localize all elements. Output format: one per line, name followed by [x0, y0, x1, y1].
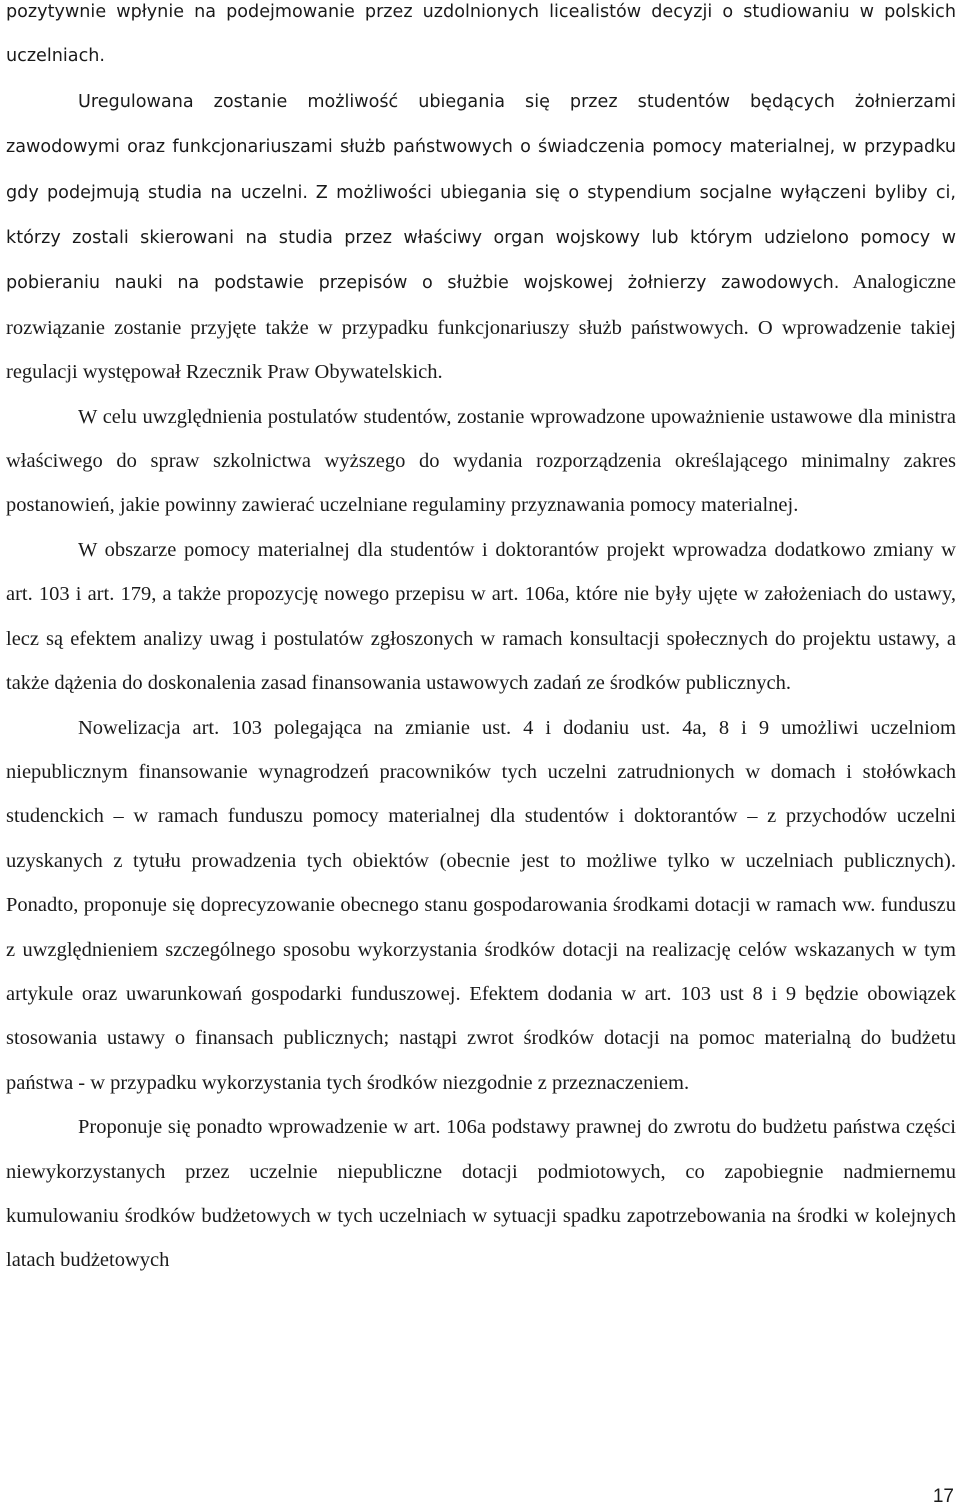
paragraph-5-text: Nowelizacja art. 103 polegająca na zmianie ust. 4 i dodaniu ust. 4a, 8 i 9 umożliwi uczelniom niepublicznym finansowanie wynagrodzeń pracowników tych uczelni zatrudnionych w domach i stołówkach studenckich – w ramach funduszu pomocy materialnej dla studentów i doktorantów – z przychodów uczelni uzyskanych z tytułu prowadzenia tych obiektów (obecnie jest to możliwe tylko w uczelniach publicznych). Ponadto, proponuje się doprecyzowanie obecnego stanu gospodarowania środkami dotacji w ramach ww. funduszu z uwzględnieniem szczególnego sposobu wykorzystania środków dotacji na realizację celów wskazanych w tym artykule oraz uwarunkowań gospodarki funduszowej. Efektem dodania w art. 103 ust 8 i 9 będzie obowiązek stosowania ustawy o finansach publicznych; nastąpi zwrot środków dotacji na pomoc materialną do budżetu państwa - w przypadku wykorzystania tych środków niezgodnie z przeznaczeniem.: [6, 716, 956, 1094]
paragraph-3: [6, 395, 956, 528]
paragraph-2-sentence-1: Uregulowana zostanie możliwość ubiegania się przez studentów będących żołnierzami zawodowymi oraz funkcjonariuszami służb państwowych o świadczenia pomocy materialnej, w przypadku gdy podejmują studia na uczelni.: [6, 91, 956, 203]
paragraph-4: [6, 528, 956, 706]
document-page: [6, 0, 956, 1283]
paragraph-2-sentence-2: Z możliwości ubiegania się o stypendium socjalne wyłączeni byliby ci, którzy zostali skierowani na studia przez właściwy organ wojskowy lub którym udzielono pomocy w pobieraniu nauki na podstawie przepisów o służbie wojskowej żołnierzy zawodowych.: [6, 182, 957, 294]
paragraph-1: [6, 0, 956, 79]
paragraph-6-text: Proponuje się ponadto wprowadzenie w art. 106a podstawy prawnej do zwrotu do budżetu państwa części niewykorzystanych przez uczelnie niepubliczne dotacji podmiotowych, co zapobiegnie nadmiernemu kumulowaniu środków budżetowych w tych uczelniach w sytuacji spadku zapotrzebowania na środki w kolejnych latach budżetowych: [6, 1116, 956, 1272]
paragraph-2: [6, 79, 956, 395]
page-number: 17: [932, 1486, 954, 1507]
paragraph-6: [6, 1105, 956, 1283]
paragraph-5: [6, 706, 956, 1106]
paragraph-4-text: W obszarze pomocy materialnej dla studentów i doktorantów projekt wprowadza dodatkowo zmiany w art. 103 i art. 179, a także propozycję nowego przepisu w art. 106a, które nie były ujęte w założeniach do ustawy, lecz są efektem analizy uwag i postulatów zgłoszonych w ramach konsultacji społecznych do projektu ustawy, a także dążenia do doskonalenia zasad finansowania ustawowych zadań ze środków publicznych.: [6, 538, 956, 695]
paragraph-1-text: pozytywnie wpłynie na podejmowanie przez uzdolnionych licealistów decyzji o studiowaniu w polskich uczelniach.: [6, 2, 956, 67]
paragraph-2-sentence-3: Analogiczne rozwiązanie zostanie przyjęte także w przypadku funkcjonariuszy służb państwowych. O wprowadzenie takiej regulacji występował Rzecznik Praw Obywatelskich.: [6, 271, 956, 384]
paragraph-3-text: W celu uwzględnienia postulatów studentów, zostanie wprowadzone upoważnienie ustawowe dla ministra właściwego do spraw szkolnictwa wyższego do wydania rozporządzenia określającego minimalny zakres postanowień, jakie powinny zawierać uczelniane regulaminy przyznawania pomocy materialnej.: [6, 405, 956, 517]
